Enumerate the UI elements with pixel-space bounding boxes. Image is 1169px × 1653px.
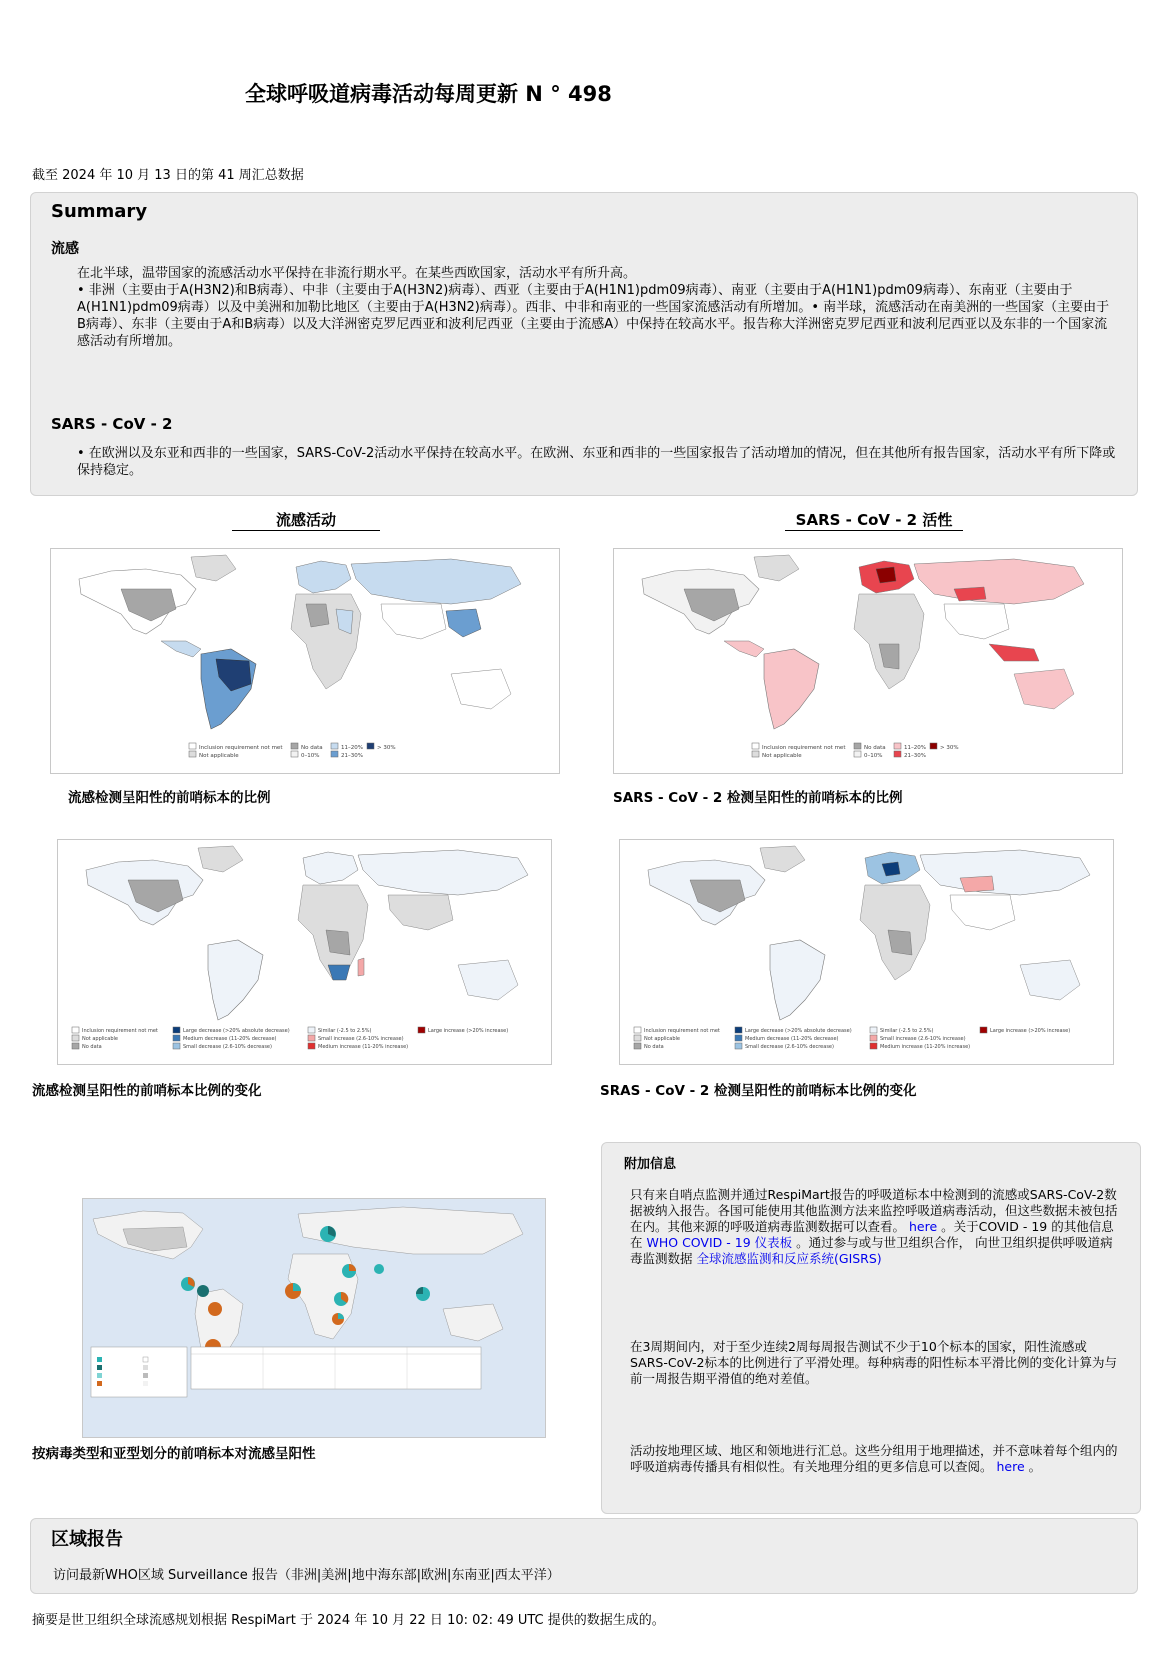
pie-marker: [208, 1302, 222, 1316]
gisrs-link[interactable]: 全球流感监测和反应系统(GISRS): [696, 1251, 882, 1266]
additional-info-panel: [601, 1142, 1141, 1514]
who-covid-dashboard-link[interactable]: WHO COVID - 19 仪表板: [646, 1235, 793, 1250]
flu-subtype-caption: 按病毒类型和亚型划分的前哨标本对流感呈阳性: [32, 1446, 316, 1462]
legend-label: Small increase (2.6-10% increase): [880, 1036, 966, 1042]
legend-label: Medium increase (11-20% increase): [880, 1044, 971, 1050]
sars-activity-map: [613, 548, 1123, 774]
info-text: 。关于COVID - 19 的其他信息在: [630, 1219, 1114, 1250]
legend-label: Similar (-2.5 to 2.5%): [318, 1028, 372, 1034]
legend-label: Similar (-2.5 to 2.5%): [880, 1028, 934, 1034]
legend-label: Not applicable: [644, 1036, 680, 1042]
sars-positivity-caption: SARS - CoV - 2 检测呈阳性的前哨标本的比例: [613, 790, 903, 806]
flu-change-map: [57, 839, 552, 1065]
legend-label: Not applicable: [762, 753, 802, 759]
sars-summary-text: • 在欧洲以及东亚和西非的一些国家，SARS-CoV-2活动水平保持在较高水平。在欧洲、东亚和西非的一些国家报告了活动增加的情况，但在其他所有报告国家，活动水平有所下降或保持稳定。: [77, 446, 1116, 478]
legend-label: 0–10%: [864, 753, 883, 759]
regional-heading: 区域报告: [51, 1529, 123, 1550]
legend-label: Medium decrease (11-20% decrease): [183, 1036, 277, 1042]
legend-label: Inclusion requirement not met: [762, 745, 846, 751]
info-paragraph-2: 在3周期间内，对于至少连续2周每周报告测试不少于10个标本的国家，阳性流感或SARS-CoV-2标本的比例进行了平滑处理。每种病毒的阳性标本平滑比例的变化计算为与前一周报告期平滑值的绝对差值。: [630, 1339, 1118, 1386]
legend-label: 11–20%: [904, 745, 926, 751]
legend-label: Inclusion requirement not met: [644, 1028, 720, 1034]
info-text: 。: [1028, 1459, 1042, 1474]
summary-heading: Summary: [51, 201, 148, 222]
flu-positivity-caption: 流感检测呈阳性的前哨标本的比例: [68, 790, 271, 806]
legend-label: Small increase (2.6-10% increase): [318, 1036, 404, 1042]
info-paragraph-3: [630, 1443, 1120, 1475]
summary-panel: [30, 192, 1138, 496]
legend-label: Not applicable: [199, 753, 239, 759]
footer-note: 摘要是世卫组织全球流感规划根据 RespiMart 于 2024 年 10 月 22 日 10: 02: 49 UTC 提供的数据生成的。: [32, 1613, 665, 1628]
legend-label: Large decrease (>20% absolute decrease): [745, 1028, 852, 1034]
legend-label: No data: [82, 1044, 102, 1050]
legend-label: 0–10%: [301, 753, 320, 759]
sars-activity-title: SARS - CoV - 2 活性: [785, 509, 963, 531]
pie-marker: [181, 1277, 195, 1291]
pie-marker: [416, 1287, 430, 1301]
pie-marker: [374, 1264, 384, 1274]
legend-label: Large decrease (>20% absolute decrease): [183, 1028, 290, 1034]
legend-label: Medium decrease (11-20% decrease): [745, 1036, 839, 1042]
sars-heading: SARS - CoV - 2: [51, 415, 173, 433]
flu-summary-text-2: • 非洲（主要由于A(H3N2)和B病毒）、中非（主要由于A(H3N2)病毒）、西亚（主要由于A(H1N1)pdm09病毒）、南亚（主要由于A(H1N1)pdm09病毒）、东南亚（主要由于A(H1N1)pdm09病毒）以及中美洲和加勒比地区（主要由于A(H3N2)病毒）。西非、中非和南亚的一些国家流感活动有所增加。• 南半球，流感活动在南美洲的一些国家（主要由于B病毒）、东非（主要由于A和B病毒）以及大洋洲密克罗尼西亚和波利尼西亚（主要由于流感A）中保持在较高水平。报告称大洋洲密克罗尼西亚和波利尼西亚以及东非的一个国家流感活动有所增加。: [77, 283, 1110, 349]
here-link[interactable]: here: [909, 1219, 938, 1234]
legend-label: Inclusion requirement not met: [199, 745, 283, 751]
flu-subtype-map: [82, 1198, 546, 1438]
legend-label: 11–20%: [341, 745, 363, 751]
legend-label: > 30%: [940, 745, 959, 751]
flu-change-caption: 流感检测呈阳性的前哨标本比例的变化: [32, 1083, 262, 1099]
legend-label: Medium increase (11-20% increase): [318, 1044, 409, 1050]
pie-marker: [197, 1285, 209, 1297]
legend-label: 21–30%: [341, 753, 363, 759]
info-paragraph-1: [630, 1187, 1120, 1267]
pie-marker: [285, 1283, 301, 1299]
legend-label: No data: [644, 1044, 664, 1050]
sars-change-caption: SRAS - CoV - 2 检测呈阳性的前哨标本比例的变化: [600, 1083, 917, 1099]
flu-activity-map: [50, 548, 560, 774]
pie-marker: [320, 1226, 336, 1242]
flu-activity-title: 流感活动: [232, 509, 380, 531]
flu-heading: 流感: [51, 241, 79, 257]
info-text: 活动按地理区域、地区和领地进行汇总。这些分组用于地理描述，并不意味着每个组内的呼吸道病毒传播具有相似性。有关地理分组的更多信息可以查阅。: [630, 1443, 1118, 1474]
additional-info-heading: 附加信息: [624, 1157, 677, 1172]
legend-label: > 30%: [377, 745, 396, 751]
legend-label: No data: [301, 745, 323, 751]
sars-change-map: [619, 839, 1114, 1065]
page-title: 全球呼吸道病毒活动每周更新 N ° 498: [245, 82, 612, 106]
legend-label: Small decrease (2.6-10% decrease): [183, 1044, 272, 1050]
legend-label: No data: [864, 745, 886, 751]
pie-marker: [332, 1313, 344, 1325]
regional-reports-text[interactable]: 访问最新WHO区域 Surveillance 报告（非洲|美洲|地中海东部|欧洲|东南亚|西太平洋）: [53, 1568, 560, 1583]
legend-label: Large increase (>20% increase): [990, 1028, 1071, 1034]
legend-label: Small decrease (2.6-10% decrease): [745, 1044, 834, 1050]
flu-summary-text-1: 在北半球，温带国家的流感活动水平保持在非流行期水平。在某些西欧国家，活动水平有所升高。: [77, 266, 637, 281]
legend-label: Large increase (>20% increase): [428, 1028, 509, 1034]
info-text: 。通过参与或与世卫组织合作， 向世卫组织提供呼吸道病毒监测数据: [630, 1235, 1113, 1266]
here-link[interactable]: here: [996, 1459, 1025, 1474]
legend-label: 21–30%: [904, 753, 926, 759]
legend-label: Inclusion requirement not met: [82, 1028, 158, 1034]
info-text: 只有来自哨点监测并通过RespiMart报告的呼吸道标本中检测到的流感或SARS-CoV-2数据被纳入报告。各国可能使用其他监测方法来监控呼吸道病毒活动，但这些数据未被包括在内。其他来源的呼吸道病毒监测数据可以查看。: [630, 1187, 1118, 1234]
legend-label: Not applicable: [82, 1036, 118, 1042]
pie-marker: [342, 1264, 356, 1278]
page-subtitle: 截至 2024 年 10 月 13 日的第 41 周汇总数据: [32, 168, 304, 183]
regional-reports-panel: [30, 1518, 1138, 1594]
